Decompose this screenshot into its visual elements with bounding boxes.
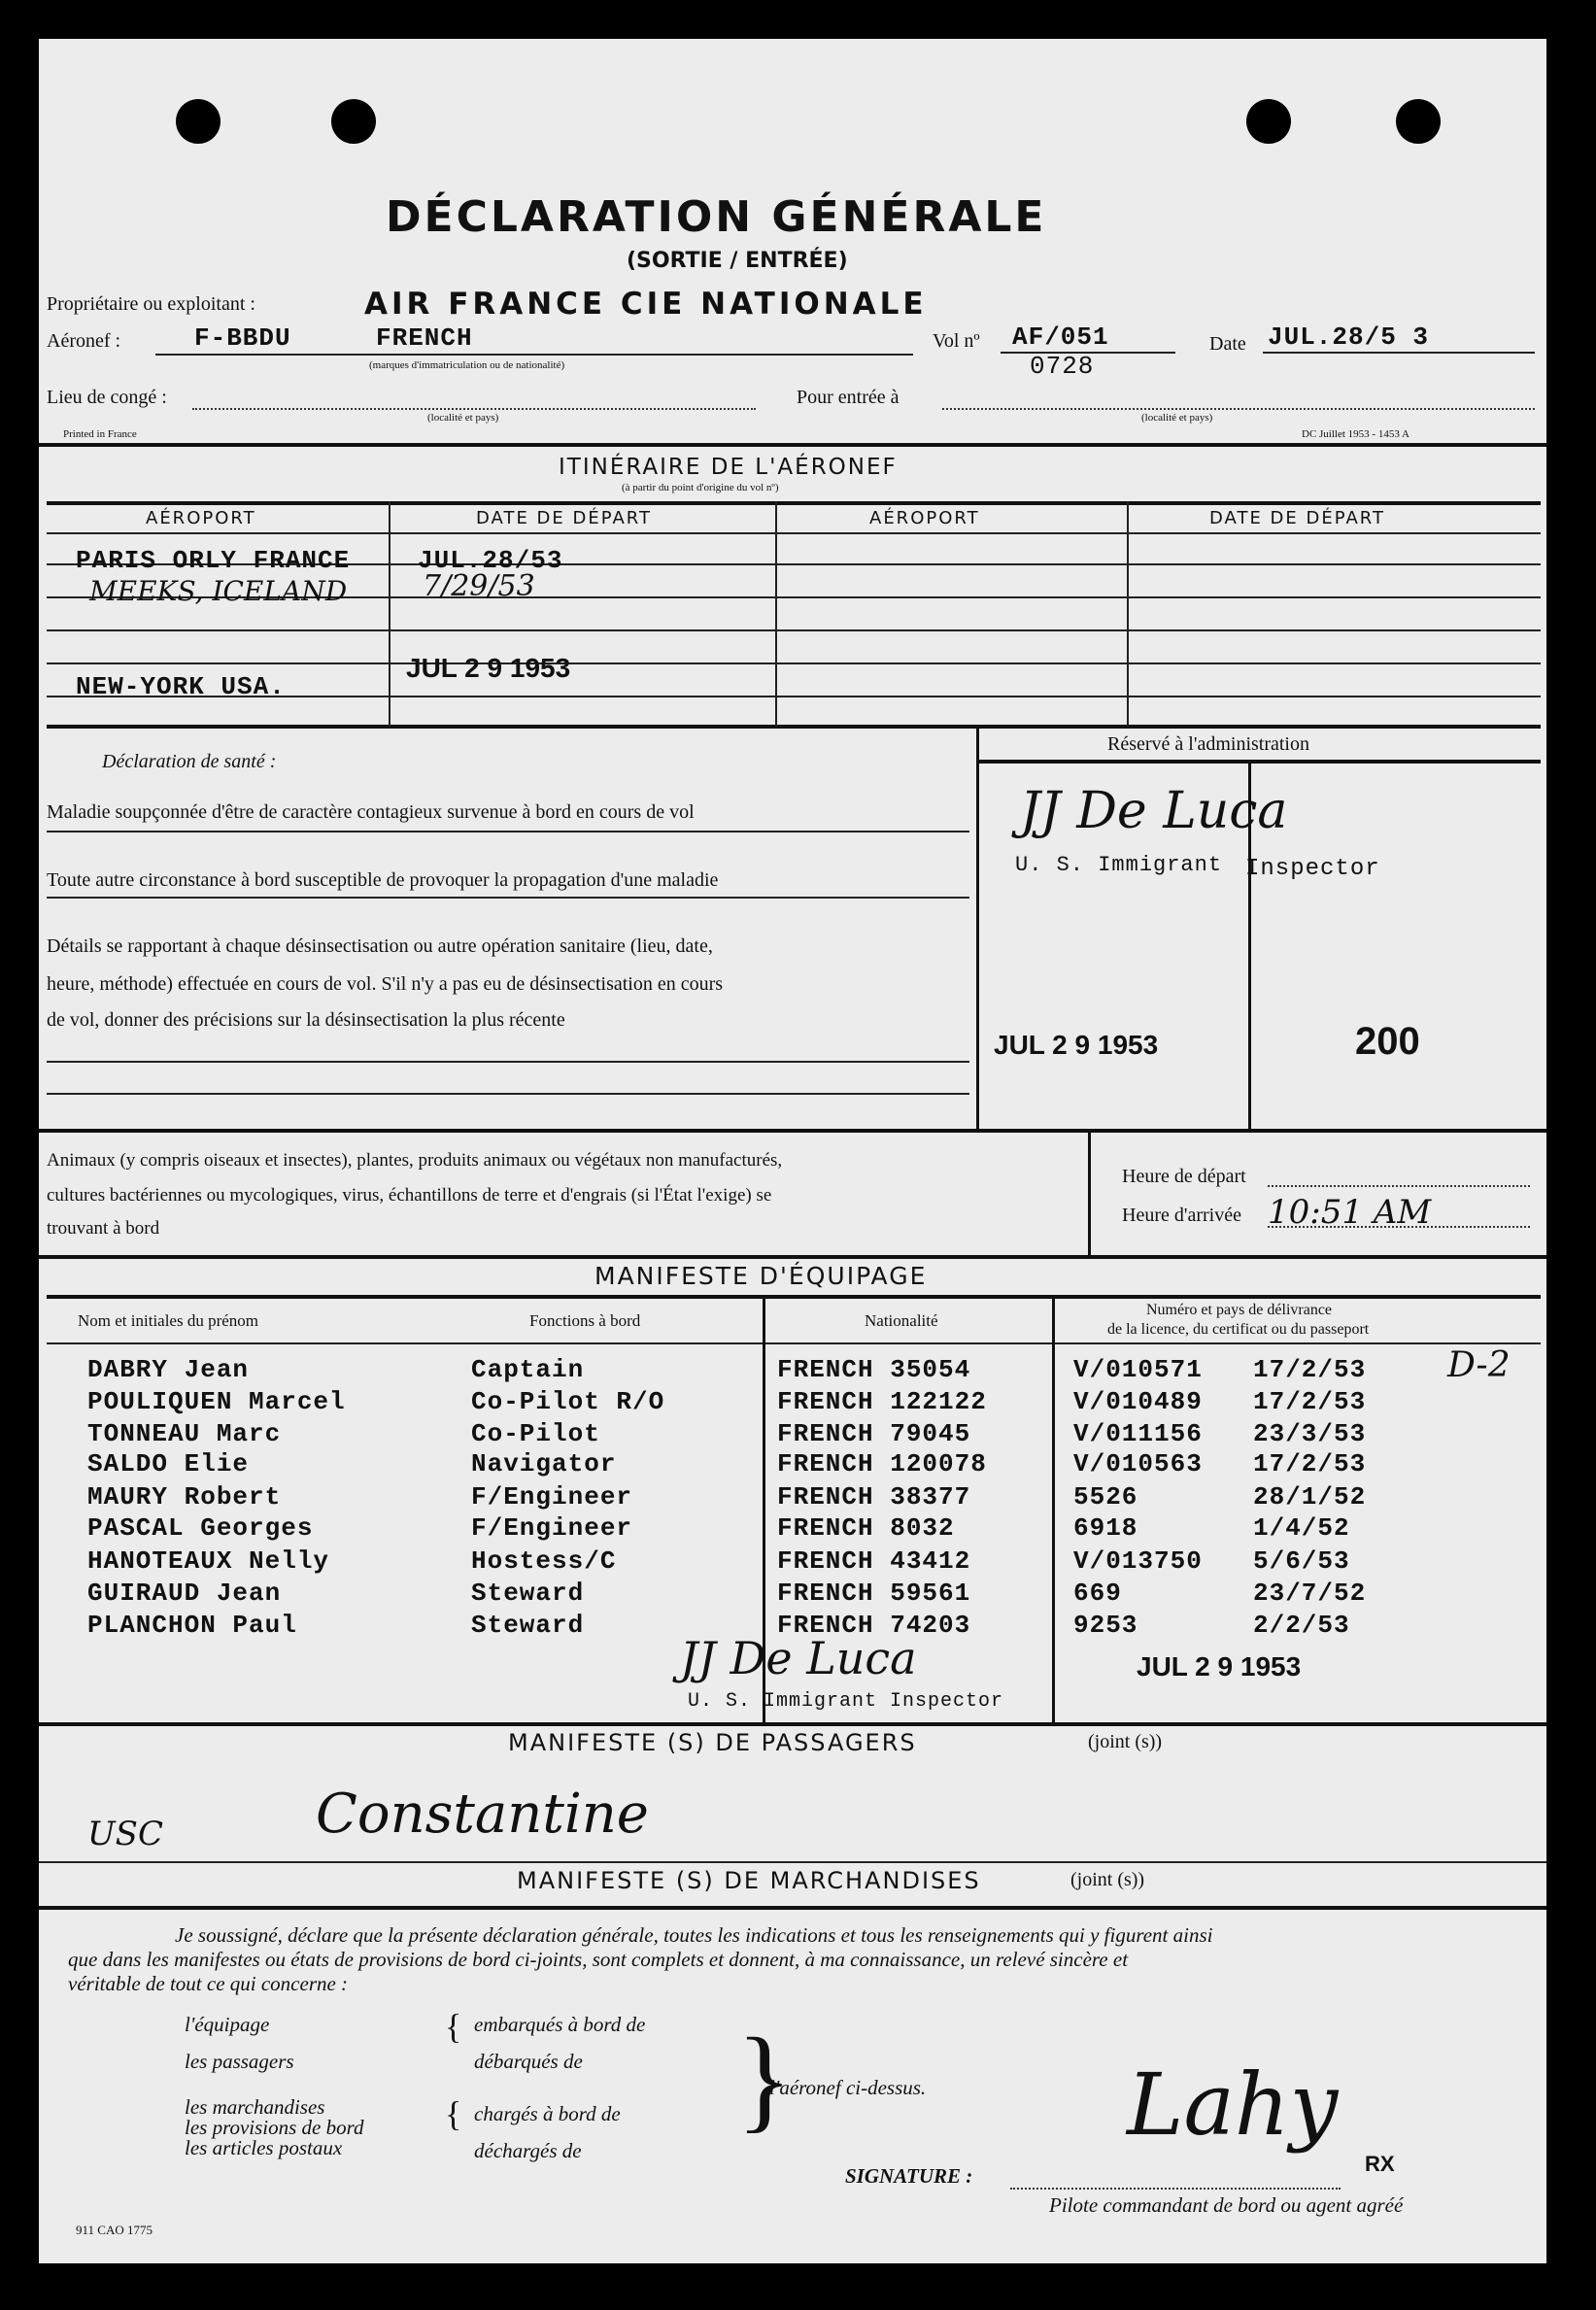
date-label: Date — [1209, 333, 1246, 355]
crew-license: V/010563 — [1073, 1449, 1203, 1478]
crew-nationality: FRENCH 74203 — [777, 1611, 971, 1640]
entry-caption: (localité et pays) — [1141, 412, 1213, 424]
declaration-line-2: que dans les manifestes ou états de provisions de bord ci-joints, sont complets et donnent, à ma connaissance, un relevé sincère et — [68, 1948, 1129, 1971]
brace: } — [736, 2014, 793, 2143]
declaration-unloaded: déchargés de — [474, 2139, 582, 2162]
crew-name: POULIQUEN Marcel — [87, 1387, 346, 1416]
crew-stamp: U. S. Immigrant Inspector — [688, 1690, 1004, 1713]
itinerary-date-2: 7/29/53 — [423, 569, 535, 603]
crew-nationality: FRENCH 120078 — [777, 1449, 987, 1478]
crew-name: GUIRAUD Jean — [87, 1579, 282, 1608]
crew-license: 9253 — [1073, 1611, 1138, 1640]
crew-nationality: FRENCH 35054 — [777, 1355, 971, 1384]
crew-license-date: 5/6/53 — [1253, 1546, 1350, 1576]
crew-function: Navigator — [471, 1449, 617, 1478]
form-title: DÉCLARATION GÉNÉRALE — [386, 192, 1047, 242]
itinerary-date-1: JUL.28/53 — [418, 546, 563, 575]
admin-stamp: U. S. Immigrant — [1015, 853, 1223, 877]
itinerary-date-3: JUL 2 9 1953 — [406, 653, 571, 683]
declaration-loaded: chargés à bord de — [474, 2102, 621, 2125]
animals-line-3: trouvant à bord — [47, 1218, 160, 1239]
owner-label: Propriétaire ou exploitant : — [47, 293, 255, 315]
clearance-label: Lieu de congé : — [47, 387, 167, 408]
cargo-title: MANIFESTE (S) DE MARCHANDISES — [517, 1867, 981, 1894]
departure-time-label: Heure de départ — [1122, 1166, 1246, 1187]
crew-license-date: 1/4/52 — [1253, 1513, 1350, 1543]
arrival-time-value: 10:51 AM — [1268, 1193, 1432, 1232]
health-line-3b: heure, méthode) effectuée en cours de vol. S'il n'y a pas eu de désinsectisation en cours — [47, 973, 724, 995]
crew-function: Hostess/C — [471, 1546, 617, 1576]
admin-title: Réservé à l'administration — [1107, 733, 1309, 755]
admin-stamp-2: Inspector — [1245, 856, 1380, 882]
crew-name: SALDO Elie — [87, 1449, 250, 1478]
arrival-time-label: Heure d'arrivée — [1122, 1205, 1241, 1226]
crew-license-date: 2/2/53 — [1253, 1611, 1350, 1640]
animals-line-2: cultures bactériennes ou mycologiques, virus, échantillons de terre et d'engrais (si l'État l'exige) se — [47, 1185, 772, 1206]
crew-license-date: 17/2/53 — [1253, 1449, 1367, 1478]
pilot-caption: Pilote commandant de bord ou agent agréé — [1049, 2193, 1404, 2217]
punch-hole — [1246, 99, 1291, 144]
health-title: Déclaration de santé : — [102, 751, 277, 772]
crew-name: PASCAL Georges — [87, 1513, 314, 1543]
crew-nationality: FRENCH 122122 — [777, 1387, 987, 1416]
crew-name: DABRY Jean — [87, 1355, 250, 1384]
crew-title: MANIFESTE D'ÉQUIPAGE — [594, 1262, 928, 1290]
itinerary-airport-2: MEEKS, ICELAND — [89, 575, 348, 607]
admin-signature: JJ De Luca — [1020, 782, 1288, 840]
printed-note: Printed in France — [63, 428, 137, 440]
crew-license: 6918 — [1073, 1513, 1138, 1543]
health-line-3c: de vol, donner des précisions sur la désinsectisation la plus récente — [47, 1009, 565, 1031]
aircraft-registration: F-BBDU — [194, 323, 291, 353]
itinerary-airport-1: PARIS ORLY FRANCE — [76, 546, 351, 575]
date-value: JUL.28/5 3 — [1268, 323, 1430, 352]
crew-nationality: FRENCH 8032 — [777, 1513, 955, 1543]
crew-name: MAURY Robert — [87, 1482, 282, 1512]
crew-col-license-1: Numéro et pays de délivrance — [1146, 1302, 1333, 1318]
crew-function: F/Engineer — [471, 1482, 633, 1512]
brace: { — [445, 2007, 462, 2046]
form-reference: DC Juillet 1953 - 1453 A — [1302, 428, 1409, 440]
animals-line-1: Animaux (y compris oiseaux et insectes), plantes, produits animaux ou végétaux non manufacturés, — [47, 1150, 783, 1171]
crew-name: TONNEAU Marc — [87, 1419, 282, 1448]
signature-label: SIGNATURE : — [845, 2164, 973, 2188]
entry-label: Pour entrée à — [797, 387, 900, 408]
crew-license-date: 17/2/53 — [1253, 1387, 1367, 1416]
crew-license-date: 17/2/53 — [1253, 1355, 1367, 1384]
crew-license: 669 — [1073, 1579, 1122, 1608]
crew-nationality: FRENCH 79045 — [777, 1419, 971, 1448]
aircraft-label: Aéronef : — [47, 330, 121, 352]
passengers-joint: (joint (s)) — [1088, 1731, 1163, 1752]
crew-license: V/010489 — [1073, 1387, 1203, 1416]
admin-number: 200 — [1355, 1020, 1420, 1063]
declaration-line-1: Je soussigné, déclare que la présente déclaration générale, toutes les indications et tous les renseignements qui y figurent ainsi — [175, 1923, 1213, 1947]
crew-function: Steward — [471, 1611, 585, 1640]
admin-stamp-date: JUL 2 9 1953 — [994, 1030, 1159, 1060]
punch-hole — [1396, 99, 1441, 144]
crew-side-note: D-2 — [1447, 1345, 1511, 1385]
col-departure-date: DATE DE DÉPART — [476, 508, 652, 528]
itinerary-caption: (à partir du point d'origine du vol nº) — [622, 482, 779, 493]
crew-function: Captain — [471, 1355, 585, 1384]
crew-nationality: FRENCH 38377 — [777, 1482, 971, 1512]
col-departure-date-2: DATE DE DÉPART — [1209, 508, 1385, 528]
crew-license: 5526 — [1073, 1482, 1138, 1512]
passengers-note-2: Constantine — [316, 1783, 649, 1846]
crew-function: Co-Pilot R/O — [471, 1387, 665, 1416]
punch-hole — [331, 99, 376, 144]
crew-nationality: FRENCH 59561 — [777, 1579, 971, 1608]
health-line-1: Maladie soupçonnée d'être de caractère contagieux survenue à bord en cours de vol — [47, 801, 695, 823]
crew-col-nationality: Nationalité — [865, 1311, 938, 1330]
declaration-passengers: les passagers — [185, 2050, 294, 2073]
declaration-provisions: les provisions de bord — [185, 2116, 364, 2139]
crew-license: V/011156 — [1073, 1419, 1203, 1448]
crew-function: Co-Pilot — [471, 1419, 600, 1448]
owner-value: AIR FRANCE CIE NATIONALE — [364, 287, 928, 322]
crew-signature: JJ De Luca — [680, 1632, 917, 1684]
cargo-joint: (joint (s)) — [1070, 1869, 1145, 1890]
itinerary-airport-3: NEW-YORK USA. — [76, 672, 286, 701]
itinerary-title: ITINÉRAIRE DE L'AÉRONEF — [559, 455, 898, 480]
declaration-line-3: véritable de tout ce qui concerne : — [68, 1972, 349, 1995]
declaration-aircraft: l'aéronef ci-dessus. — [769, 2076, 927, 2099]
aircraft-nationality: FRENCH — [376, 323, 473, 353]
form-subtitle: (SORTIE / ENTRÉE) — [627, 249, 848, 273]
aircraft-caption: (marques d'immatriculation ou de nationalité) — [369, 359, 565, 371]
flight-number: AF/051 — [1012, 323, 1109, 352]
crew-nationality: FRENCH 43412 — [777, 1546, 971, 1576]
clearance-caption: (localité et pays) — [427, 412, 499, 424]
crew-name: HANOTEAUX Nelly — [87, 1546, 330, 1576]
passengers-note-1: USC — [87, 1815, 163, 1853]
crew-col-name: Nom et initiales du prénom — [78, 1311, 259, 1330]
crew-license-date: 23/3/53 — [1253, 1419, 1367, 1448]
crew-name: PLANCHON Paul — [87, 1611, 297, 1640]
flight-label: Vol nº — [933, 330, 980, 352]
signature-initials: RX — [1365, 2152, 1395, 2176]
footer-code: 911 CAO 1775 — [76, 2223, 153, 2237]
crew-license: V/010571 — [1073, 1355, 1203, 1384]
crew-function: Steward — [471, 1579, 585, 1608]
crew-license-date: 23/7/52 — [1253, 1579, 1367, 1608]
crew-function: F/Engineer — [471, 1513, 633, 1543]
crew-license: V/013750 — [1073, 1546, 1203, 1576]
document-page — [39, 39, 1546, 2263]
col-airport: AÉROPORT — [146, 508, 256, 528]
crew-stamp-date: JUL 2 9 1953 — [1137, 1651, 1302, 1682]
crew-license-date: 28/1/52 — [1253, 1482, 1367, 1512]
passengers-title: MANIFESTE (S) DE PASSAGERS — [508, 1729, 917, 1756]
brace: { — [445, 2094, 462, 2133]
declaration-disembarked: débarqués de — [474, 2050, 583, 2073]
health-line-3a: Détails se rapportant à chaque désinsectisation ou autre opération sanitaire (lieu, date, — [47, 935, 713, 957]
pilot-signature: Lahy — [1127, 2055, 1339, 2155]
col-airport-2: AÉROPORT — [869, 508, 980, 528]
health-line-2: Toute autre circonstance à bord susceptible de provoquer la propagation d'une maladie — [47, 869, 719, 891]
declaration-goods: les marchandises — [185, 2095, 325, 2119]
declaration-mail: les articles postaux — [185, 2136, 343, 2159]
declaration-boarded: embarqués à bord de — [474, 2013, 646, 2036]
punch-hole — [176, 99, 221, 144]
declaration-crew: l'équipage — [185, 2013, 270, 2036]
crew-col-function: Fonctions à bord — [529, 1311, 641, 1330]
flight-sub: 0728 — [1030, 352, 1095, 381]
crew-col-license-2: de la licence, du certificat ou du passeport — [1107, 1321, 1370, 1338]
